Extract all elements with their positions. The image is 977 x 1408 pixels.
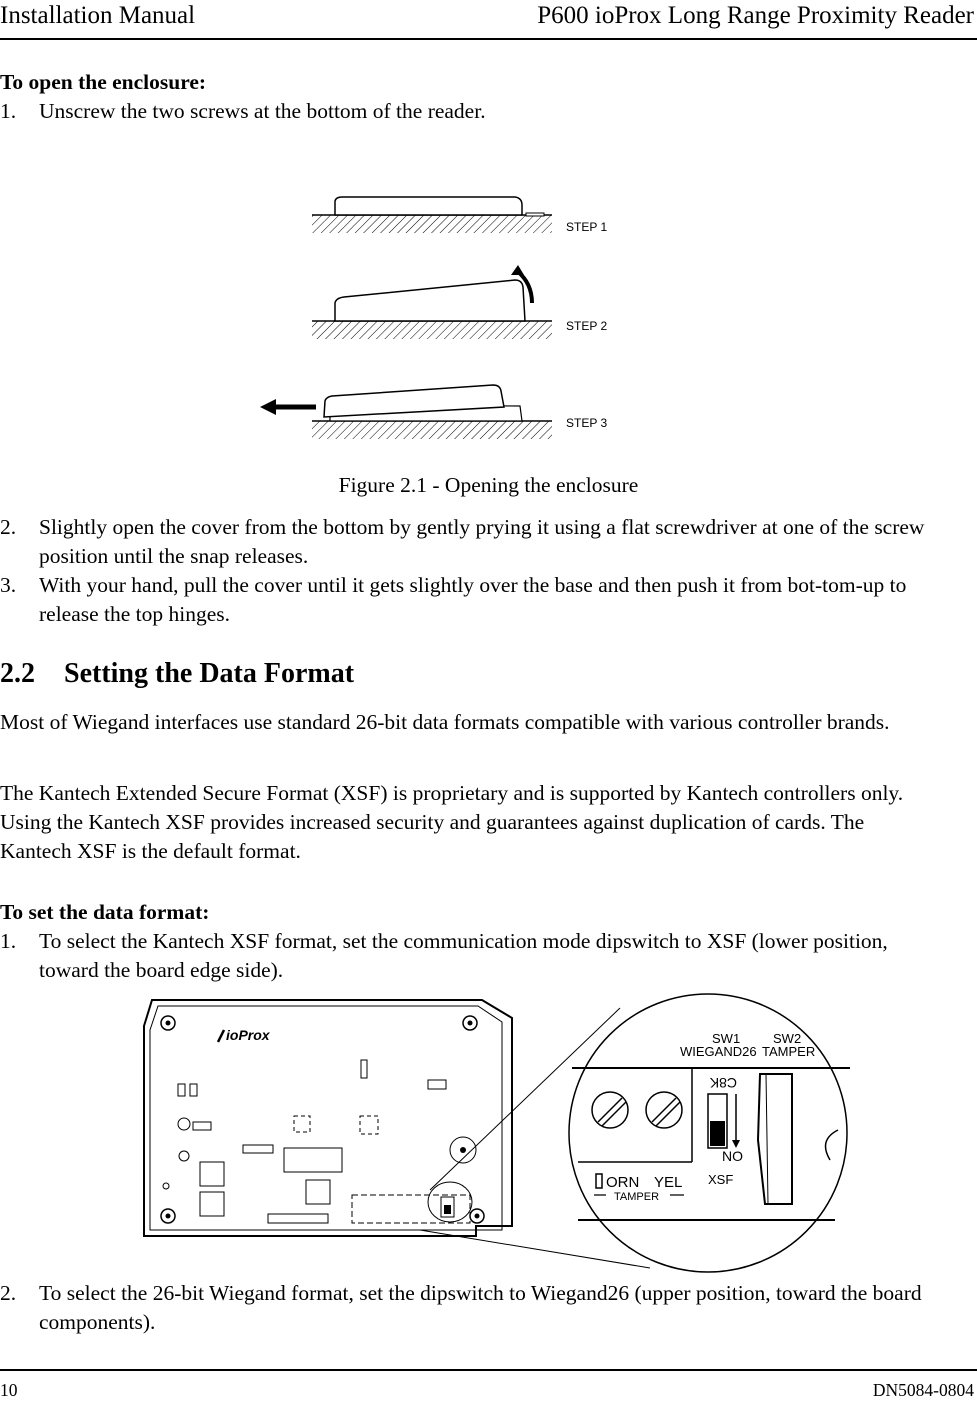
- footer-rule: [0, 1369, 977, 1371]
- header-product: P600 ioProx Long Range Proximity Reader: [537, 2, 974, 29]
- document-number: DN5084-0804: [872, 1380, 974, 1400]
- board-dipswitch-figure: [130, 990, 860, 1275]
- yel-label: YEL: [654, 1174, 683, 1191]
- list-item: 3. With your hand, pull the cover until it gets slightly over the base and then push it from bot-tom-up to release the top hinges.: [0, 573, 907, 626]
- header-title: Installation Manual: [0, 2, 196, 29]
- open-enclosure-heading: To open the enclosure:: [0, 70, 207, 94]
- step-2-drawing: [312, 265, 607, 339]
- set-format-heading: To set the data format:: [0, 900, 210, 924]
- step-1-drawing: [312, 197, 607, 234]
- tamper-connector-label: TAMPER: [614, 1191, 660, 1203]
- circuit-board: [144, 1000, 512, 1236]
- step-3-label: STEP 3: [566, 416, 608, 430]
- list-item: 1. Unscrew the two screws at the bottom of the reader.: [0, 99, 486, 123]
- section-title: Setting the Data Format: [64, 658, 355, 689]
- section-paragraph-2: The Kantech Extended Secure Format (XSF) is proprietary and is supported by Kantech controllers only. Using the Kantech XSF provides increased security and guarantees against duplication of cards. The Kantech XSF is the default format.: [0, 781, 904, 863]
- sw1-label: SW1: [712, 1031, 741, 1046]
- list-item: 2. To select the 26-bit Wiegand format, set the dipswitch to Wiegand26 (upper position, toward the board components).: [0, 1281, 922, 1334]
- page-number: 10: [0, 1380, 18, 1400]
- dipswitch-zoom: [569, 994, 850, 1272]
- list-item: 1. To select the Kantech XSF format, set the communication mode dipswitch to XSF (lower position, toward the board edge side).: [0, 929, 888, 982]
- ck-label: C8K: [709, 1075, 737, 1091]
- sw1-mode-label: WIEGAND26: [680, 1044, 757, 1059]
- orn-label: ORN: [606, 1174, 640, 1191]
- header-rule: [0, 38, 977, 40]
- sw2-mode-label: TAMPER: [762, 1044, 816, 1059]
- on-label: NO: [722, 1148, 743, 1164]
- list-item: 2. Slightly open the cover from the bottom by gently prying it using a flat screwdriver at one of the screw position until the snap releases.: [0, 515, 925, 568]
- step-3-drawing: [260, 385, 607, 439]
- enclosure-opening-figure: [250, 185, 650, 440]
- sw2-label: SW2: [773, 1031, 802, 1046]
- section-heading: [0, 658, 354, 690]
- section-number: 2.2: [0, 658, 35, 689]
- xsf-label: XSF: [708, 1172, 734, 1187]
- section-paragraph-1: Most of Wiegand interfaces use standard 26-bit data formats compatible with various controller brands.: [0, 710, 890, 734]
- step-1-label: STEP 1: [566, 220, 608, 234]
- board-brand: ioProx: [226, 1027, 270, 1043]
- step-2-label: STEP 2: [566, 319, 608, 333]
- figure-caption: Figure 2.1 - Opening the enclosure: [338, 473, 639, 497]
